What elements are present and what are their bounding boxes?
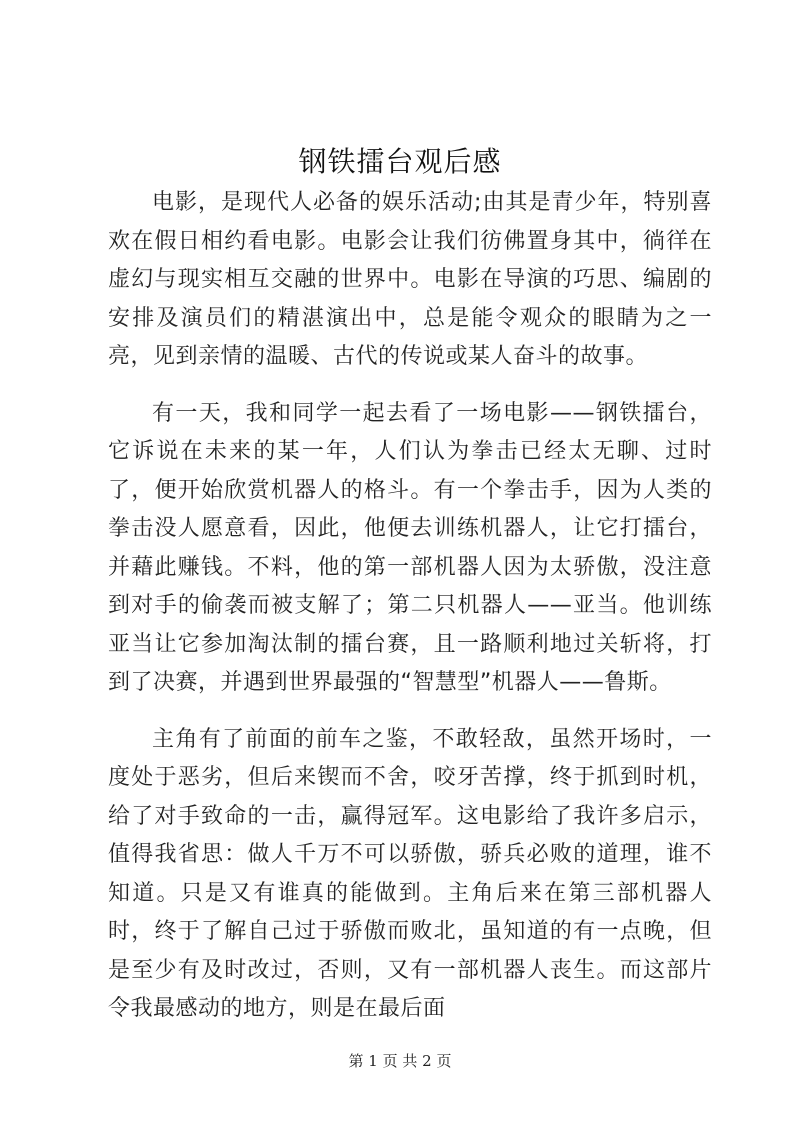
page-footer: 第 1 页 共 2 页 xyxy=(348,1052,452,1070)
paragraph-2: 有一天，我和同学一起去看了一场电影——钢铁擂台，它诉说在未来的某一年，人们认为拳击已经太无聊、过时了，便开始欣赏机器人的格斗。有一个拳击手，因为人类的拳击没人愿意看，因此，他便去训练机器人，让它打擂台，并藉此赚钱。不料，他的第一部机器人因为太骄傲，没注意到对手的偷袭而被支解了；第二只机器人——亚当。他训练亚当让它参加淘汰制的擂台赛，且一路顺利地过关斩将，打到了决赛，并遇到世界最强的“智慧型”机器人——鲁斯。 xyxy=(108,400,712,695)
paragraph-3: 主角有了前面的前车之鉴，不敢轻敌，虽然开场时，一度处于恶劣，但后来锲而不舍，咬牙苦撑，终于抓到时机，给了对手致命的一击，赢得冠军。这电影给了我许多启示，值得我省思：做人千万不可以骄傲，骄兵必败的道理，谁不知道。只是又有谁真的能做到。主角后来在第三部机器人时，终于了解自己过于骄傲而败北，虽知道的有一点晚，但是至少有及时改过，否则，又有一部机器人丧生。而这部片令我最感动的地方，则是在最后面 xyxy=(108,726,712,1021)
paragraph-1: 电影，是现代人必备的娱乐活动;由其是青少年，特别喜欢在假日相约看电影。电影会让我们彷佛置身其中，徜徉在虚幻与现实相互交融的世界中。电影在导演的巧思、编剧的安排及演员们的精湛演出中，总是能令观众的眼睛为之一亮，见到亲情的温暖、古代的传说或某人奋斗的故事。 xyxy=(108,190,712,369)
document-body xyxy=(108,184,712,1047)
page-title: 钢铁擂台观后感 xyxy=(298,145,502,178)
